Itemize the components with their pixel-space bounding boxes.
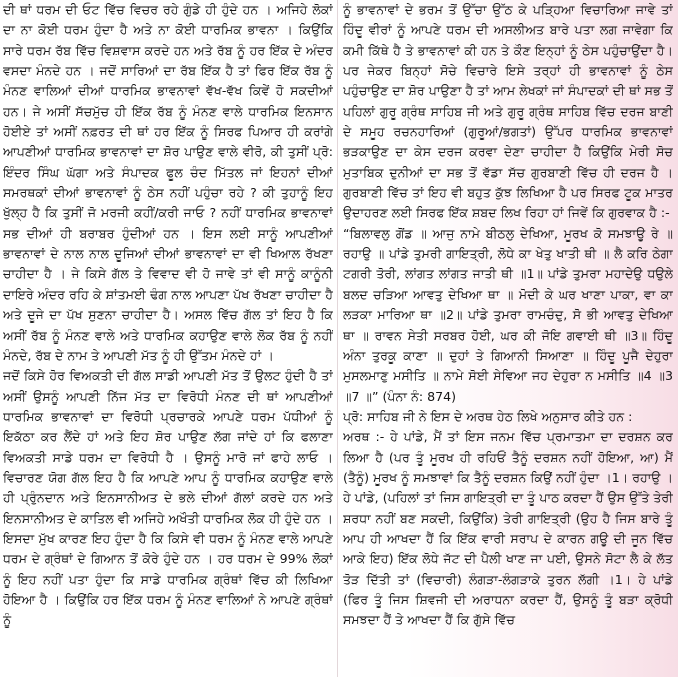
article-paragraph: ਅਰਥ :- ਹੇ ਪਾਂਡੇ, ਮੈਂ ਤਾਂ ਇਸ ਜਨਮ ਵਿੱਚ ਪ੍ਰਮਾਤਮਾ ਦਾ ਦਰਸ਼ਨ ਕਰ ਲਿਆ ਹੈ (ਪਰ ਤੂੰ ਮੂਰਖ ਹੀ ਰਹਿਓਂ ਤੈਨੂੰ ਦਰਸ਼ਨ ਨਹੀਂ ਹੋਇਆ, ਆ) ਮੈਂ (ਤੈਨੂੰ) ਮੂਰਖ ਨੂੰ ਸਮਝਾਵਾਂ ਕਿ ਤੈਨੂੰ ਦਰਸ਼ਨ ਕਿਉਂ ਨਹੀਂ ਹੁੰਦਾ ।1। ਰਹਾਉ । ਹੇ ਪਾਂਡੇ, (ਪਹਿਲਾਂ ਤਾਂ ਜਿਸ ਗਾਇਤ੍ਰੀ ਦਾ ਤੂੰ ਪਾਠ ਕਰਦਾ ਹੈਂ ਉਸ ਉੱਤੇ ਤੇਰੀ ਸ਼ਰਧਾ ਨਹੀਂ ਬਣ ਸਕਦੀ, ਕਿਉਂਕਿ) ਤੇਰੀ ਗਾਇਤ੍ਰੀ (ਉਹ ਹੈ ਜਿਸ ਬਾਰੇ ਤੂੰ ਆਪ ਹੀ ਆਖਦਾ ਹੈਂ ਕਿ ਇੱਕ ਵਾਰੀ ਸਰਾਪ ਦੇ ਕਾਰਨ ਗਊ ਦੀ ਜੂਨ ਵਿੱਚ ਆਕੇ ਇਹ) ਇੱਕ ਲੋਧੇ ਜੱਟ ਦੀ ਪੈਲੀ ਖਾਣ ਜਾ ਪਈ, ਉਸਨੇ ਸੋਟਾ ਲੈ ਕੇ ਲੱਤ ਤੋੜ ਦਿੱਤੀ ਤਾਂ (ਵਿਚਾਰੀ) ਲੰਗੜਾ-ਲੰਗੜਾਕੇ ਤੁਰਨ ਲੱਗੀ ।1। ਹੇ ਪਾਂਡੇ (ਫਿਰ ਤੂੰ ਜਿਸ ਸ਼ਿਵਜੀ ਦੀ ਅਰਾਧਨਾ ਕਰਦਾ ਹੈਂ, ਉਸਨੂੰ ਤੂੰ ਬੜਾ ਕ੍ਰੋਧੀ ਸਮਝਦਾ ਹੈਂ ਤੇ ਆਖਦਾ ਹੈਂ ਕਿ ਗੁੱਸੇ ਵਿੱਚ [343, 429, 673, 628]
column-divider [337, 0, 338, 677]
article-right-column [343, 0, 673, 677]
gurbani-quote: “ਬਿਲਾਵਲੁ ਗੋਂਡ ॥ ਆਜੁ ਨਾਮੇ ਬੀਠਲੁ ਦੇਖਿਆ, ਮੂਰਖ ਕੋ ਸਮਝਾਊ ਰੇ ॥ ਰਹਾਉ ॥ ਪਾਂਡੇ ਤੁਮਰੀ ਗਾਇਤ੍ਰੀ, ਲੋਧੇ ਕਾ ਖੇਤੁ ਖਾਤੀ ਥੀ ॥ ਲੈ ਕਰਿ ਠੇਗਾ ਟਗਰੀ ਤੋਰੀ, ਲਾਂਗਤ ਲਾਂਗਤ ਜਾਤੀ ਥੀ ॥1॥ ਪਾਂਡੇ ਤੁਮਰਾ ਮਹਾਦੇਉ ਧਉਲੇ ਬਲਦ ਚੜਿਆ ਆਵਤੁ ਦੇਖਿਆ ਥਾ ॥ ਮੋਦੀ ਕੇ ਘਰ ਖਾਣਾ ਪਾਕਾ, ਵਾ ਕਾ ਲੜਕਾ ਮਾਰਿਆ ਥਾ ॥2॥ ਪਾਂਡੇ ਤੁਮਰਾ ਰਾਮਚੰਦੁ, ਸੋ ਭੀ ਆਵਤੁ ਦੇਖਿਆ ਥਾ ॥ ਰਾਵਨ ਸੇਤੀ ਸਰਬਰ ਹੋਈ, ਘਰ ਕੀ ਜੋਇ ਗਵਾਈ ਥੀ ॥3॥ ਹਿੰਦੂ ਅੰਨਾ ਤੁਰਕੂ ਕਾਣਾ ॥ ਦੁਹਾਂ ਤੇ ਗਿਆਨੀ ਸਿਆਣਾ ॥ ਹਿੰਦੂ ਪੂਜੈ ਦੇਹੁਰਾ ਮੁਸਲਮਾਣੁ ਮਸੀਤਿ ॥ ਨਾਮੇ ਸੋਈ ਸੇਵਿਆ ਜਹ ਦੇਹੁਰਾ ਨ ਮਸੀਤਿ ॥4 ॥3 ॥7 ॥” (ਪੰਨਾ ਨੰ: 874) [343, 225, 673, 404]
article-left-column [3, 0, 333, 677]
article-paragraph: ਪ੍ਰੋ: ਸਾਹਿਬ ਜੀ ਨੇ ਇਸ ਦੇ ਅਰਥ ਹੇਠ ਲਿਖੇ ਅਨੁਸਾਰ ਕੀਤੇ ਹਨ : [343, 408, 633, 424]
article-paragraph: ਦੀ ਥਾਂ ਧਰਮ ਦੀ ਓਟ ਵਿੱਚ ਵਿਚਰ ਰਹੇ ਗੁੰਡੇ ਹੀ ਹੁੰਦੇ ਹਨ । ਅਜਿਹੇ ਲੋਕਾਂ ਦਾ ਨਾ ਕੋਈ ਧਰਮ ਹੁੰਦਾ ਹੈ ਅਤੇ ਨਾ ਕੋਈ ਧਾਰਮਿਕ ਭਾਵਨਾ । ਕਿਉਂਕਿ ਸਾਰੇ ਧਰਮ ਰੱਬ ਵਿੱਚ ਵਿਸ਼ਵਾਸ ਕਰਦੇ ਹਨ ਅਤੇ ਰੱਬ ਨੂੰ ਹਰ ਇੱਕ ਦੇ ਅੰਦਰ ਵਸਦਾ ਮੰਨਦੇ ਹਨ । ਜਦੋਂ ਸਾਰਿਆਂ ਦਾ ਰੱਬ ਇੱਕ ਹੈ ਤਾਂ ਫਿਰ ਇੱਕ ਰੱਬ ਨੂੰ ਮੰਨਣ ਵਾਲਿਆਂ ਦੀਆਂ ਧਾਰਮਿਕ ਭਾਵਨਾਵਾਂ ਵੱਖ-ਵੱਖ ਕਿਵੇਂ ਹੋ ਸਕਦੀਆਂ ਹਨ। ਜੇ ਅਸੀਂ ਸੱਚਮੁੱਚ ਹੀ ਇੱਕ ਰੱਬ ਨੂੰ ਮੰਨਣ ਵਾਲੇ ਧਾਰਮਿਕ ਇਨਸਾਨ ਹੋਈਏ ਤਾਂ ਅਸੀਂ ਨਫ਼ਰਤ ਦੀ ਥਾਂ ਹਰ ਇੱਕ ਨੂੰ ਸਿਰਫ ਪਿਆਰ ਹੀ ਕਰਾਂਗੇ ਆਪਣੀਆਂ ਧਾਰਮਿਕ ਭਾਵਨਾਵਾਂ ਦਾ ਸ਼ੋਰ ਪਾਉਣ ਵਾਲੇ ਵੀਰੋ, ਕੀ ਤੁਸੀਂ ਪ੍ਰੋ: ਇੰਦਰ ਸਿੰਘ ਘੱਗਾ ਅਤੇ ਸੰਪਾਦਕ ਫੂਲ ਚੰਦ ਮਿੱਤਲ ਜਾਂ ਇਹਨਾਂ ਦੀਆਂ ਸਮਰਥਕਾਂ ਦੀਆਂ ਭਾਵਨਾਵਾਂ ਨੂੰ ਠੇਸ ਨਹੀਂ ਪਹੁੰਚਾ ਰਹੇ ? ਕੀ ਤੁਹਾਨੂੰ ਇਹ ਖੁੱਲ੍ਹ ਹੈ ਕਿ ਤੁਸੀਂ ਜੋ ਮਰਜੀ ਕਹੀਂ/ਕਰੀ ਜਾਓ ? ਨਹੀਂ ਧਾਰਮਿਕ ਭਾਵਨਾਵਾਂ ਸਭ ਦੀਆਂ ਹੀ ਬਰਾਬਰ ਹੁੰਦੀਆਂ ਹਨ । ਇਸ ਲਈ ਸਾਨੂੰ ਆਪਣੀਆਂ ਭਾਵਨਾਵਾਂ ਦੇ ਨਾਲ ਨਾਲ ਦੂਜਿਆਂ ਦੀਆਂ ਭਾਵਨਾਵਾਂ ਦਾ ਵੀ ਖਿਆਲ ਰੱਖਣਾ ਚਾਹੀਦਾ ਹੈ । ਜੇ ਕਿਸੇ ਗੱਲ ਤੇ ਵਿਵਾਦ ਵੀ ਹੋ ਜਾਵੇ ਤਾਂ ਵੀ ਸਾਨੂੰ ਕਾਨੂੰਨੀ ਦਾਇਰੇ ਅੰਦਰ ਰਹਿ ਕੇ ਸ਼ਾਂਤਮਈ ਢੰਗ ਨਾਲ ਆਪਣਾ ਪੱਖ ਰੱਖਣਾ ਚਾਹੀਦਾ ਹੈ ਅਤੇ ਦੂਜੇ ਦਾ ਪੱਖ ਸੁਣਨਾ ਚਾਹੀਦਾ ਹੈ। ਅਸਲ ਵਿੱਚ ਗੱਲ ਤਾਂ ਇਹ ਹੈ ਕਿ ਅਸੀਂ ਰੱਬ ਨੂੰ ਮੰਨਣ ਵਾਲੇ ਅਤੇ ਧਾਰਮਿਕ ਕਹਾਉਣ ਵਾਲੇ ਲੋਕ ਰੱਬ ਨੂੰ ਨਹੀਂ ਮੰਨਦੇ, ਰੱਬ ਦੇ ਨਾਮ ਤੇ ਆਪਣੀ ਮੱਤ ਨੂੰ ਹੀ ਉੱਤਮ ਮੰਨਦੇ ਹਾਂ । [3, 2, 333, 363]
article-paragraph: ਨੂੰ ਭਾਵਨਾਵਾਂ ਦੇ ਭਰਮ ਤੋਂ ਉੱਚਾ ਉੱਠ ਕੇ ਪੜ੍ਹਿਆ ਵਿਚਾਰਿਆ ਜਾਵੇ ਤਾਂ ਹਿੰਦੂ ਵੀਰਾਂ ਨੂੰ ਆਪਣੇ ਧਰਮ ਦੀ ਅਸਲੀਅਤ ਬਾਰੇ ਪਤਾ ਲਗ ਜਾਵੇਗਾ ਕਿ ਕਮੀ ਕਿੱਥੇ ਹੈ ਤੇ ਭਾਵਨਾਵਾਂ ਕੀ ਹਨ ਤੇ ਕੌਣ ਇਨ੍ਹਾਂ ਨੂੰ ਠੇਸ ਪਹੁੰਚਾਉਂਦਾ ਹੈ। ਪਰ ਜੇਕਰ ਬਿਨ੍ਹਾਂ ਸੋਚੇ ਵਿਚਾਰੇ ਇਸੇ ਤਰ੍ਹਾਂ ਹੀ ਭਾਵਨਾਵਾਂ ਨੂੰ ਠੇਸ ਪਹੁੰਚਾਉਣ ਦਾ ਸ਼ੋਰ ਪਾਉਣਾ ਹੈ ਤਾਂ ਆਮ ਲੇਖਕਾਂ ਜਾਂ ਸੰਪਾਦਕਾਂ ਦੀ ਥਾਂ ਸਭ ਤੋਂ ਪਹਿਲਾਂ ਗੁਰੂ ਗ੍ਰੰਥ ਸਾਹਿਬ ਜੀ ਅਤੇ ਗੁਰੂ ਗ੍ਰੰਥ ਸਾਹਿਬ ਵਿੱਚ ਦਰਜ ਬਾਣੀ ਦੇ ਸਮੂਹ ਰਚਨਹਾਰਿਆਂ (ਗੁਰੂਆਂ/ਭਗਤਾਂ) ਉੱਪਰ ਧਾਰਮਿਕ ਭਾਵਨਾਵਾਂ ਭੜਕਾਉਣ ਦਾ ਕੇਸ ਦਰਜ ਕਰਵਾ ਦੇਣਾ ਚਾਹੀਦਾ ਹੈ ਕਿਉਂਕਿ ਮੇਰੀ ਸੋਚ ਮੁਤਾਬਿਕ ਦੁਨੀਆਂ ਦਾ ਸਭ ਤੋਂ ਵੱਡਾ ਸੱਚ ਗੁਰਬਾਣੀ ਵਿੱਚ ਹੀ ਦਰਜ ਹੈ । ਗੁਰਬਾਣੀ ਵਿੱਚ ਤਾਂ ਇਹ ਵੀ ਬਹੁਤ ਕੁੱਝ ਲਿਖਿਆ ਹੈ ਪਰ ਸਿਰਫ ਟੂਕ ਮਾਤਰ ਉਦਾਹਰਣ ਲਈ ਸਿਰਫ ਇੱਕ ਸ਼ਬਦ ਲਿਖ ਰਿਹਾ ਹਾਂ ਜਿਵੇਂ ਕਿ ਗੁਰਵਾਕ ਹੈ :- [343, 2, 673, 221]
article-paragraph: ਜਦੋਂ ਕਿਸੇ ਹੋਰ ਵਿਅਕਤੀ ਦੀ ਗੱਲ ਸਾਡੀ ਆਪਣੀ ਮੱਤ ਤੋਂ ਉਲਟ ਹੁੰਦੀ ਹੈ ਤਾਂ ਅਸੀਂ ਉਸਨੂੰ ਆਪਣੀ ਨਿੱਜ ਮੱਤ ਦਾ ਵਿਰੋਧੀ ਮੰਨਣ ਦੀ ਥਾਂ ਆਪਣੀਆਂ ਧਾਰਮਿਕ ਭਾਵਨਾਵਾਂ ਦਾ ਵਿਰੋਧੀ ਪ੍ਰਚਾਰਕੇ ਆਪਣੇ ਧਰਮ ਪੱਧੀਆਂ ਨੂੰ ਇਕੱਠਾ ਕਰ ਲੈਂਦੇ ਹਾਂ ਅਤੇ ਇਹ ਸ਼ੋਰ ਪਾਉਣ ਲੱਗ ਜਾਂਦੇ ਹਾਂ ਕਿ ਫਲਾਣਾ ਵਿਅਕਤੀ ਸਾਡੇ ਧਰਮ ਦਾ ਵਿਰੋਧੀ ਹੈ । ਉਸਨੂੰ ਮਾਰੋ ਜਾਂ ਫਾਹੇ ਲਾਓ । ਵਿਚਾਰਣ ਯੋਗ ਗੱਲ ਇਹ ਹੈ ਕਿ ਆਪਣੇ ਆਪ ਨੂੰ ਧਾਰਮਿਕ ਕਹਾਉਣ ਵਾਲੇ ਹੀ ਪ੍ਰੁੰਨਦਾਨ ਅਤੇ ਇਨਸਾਨੀਅਤ ਦੇ ਭਲੇ ਦੀਆਂ ਗੱਲਾਂ ਕਰਦੇ ਹਨ ਅਤੇ ਇਨਸਾਨੀਅਤ ਦੇ ਕਾਤਿਲ ਵੀ ਅਜਿਹੇ ਅਖੌਤੀ ਧਾਰਮਿਕ ਲੋਕ ਹੀ ਹੁੰਦੇ ਹਨ । ਇਸਦਾ ਮੁੱਖ ਕਾਰਣ ਇਹ ਹੁੰਦਾ ਹੈ ਕਿ ਕਿਸੇ ਵੀ ਧਰਮ ਨੂੰ ਮੰਨਣ ਵਾਲੇ ਆਪਣੇ ਧਰਮ ਦੇ ਗ੍ਰੰਥਾਂ ਦੇ ਗਿਆਨ ਤੋਂ ਕੋਰੇ ਹੁੰਦੇ ਹਨ । ਹਰ ਧਰਮ ਦੇ 99% ਲੋਕਾਂ ਨੂੰ ਇਹ ਨਹੀਂ ਪਤਾ ਹੁੰਦਾ ਕਿ ਸਾਡੇ ਧਾਰਮਿਕ ਗ੍ਰੰਥਾਂ ਵਿੱਚ ਕੀ ਲਿਖਿਆ ਹੋਇਆ ਹੈ । ਕਿਉਂਕਿ ਹਰ ਇੱਕ ਧਰਮ ਨੂੰ ਮੰਨਣ ਵਾਲਿਆਂ ਨੇ ਆਪਣੇ ਗ੍ਰੰਥਾਂ ਨੂੰ [3, 368, 333, 628]
